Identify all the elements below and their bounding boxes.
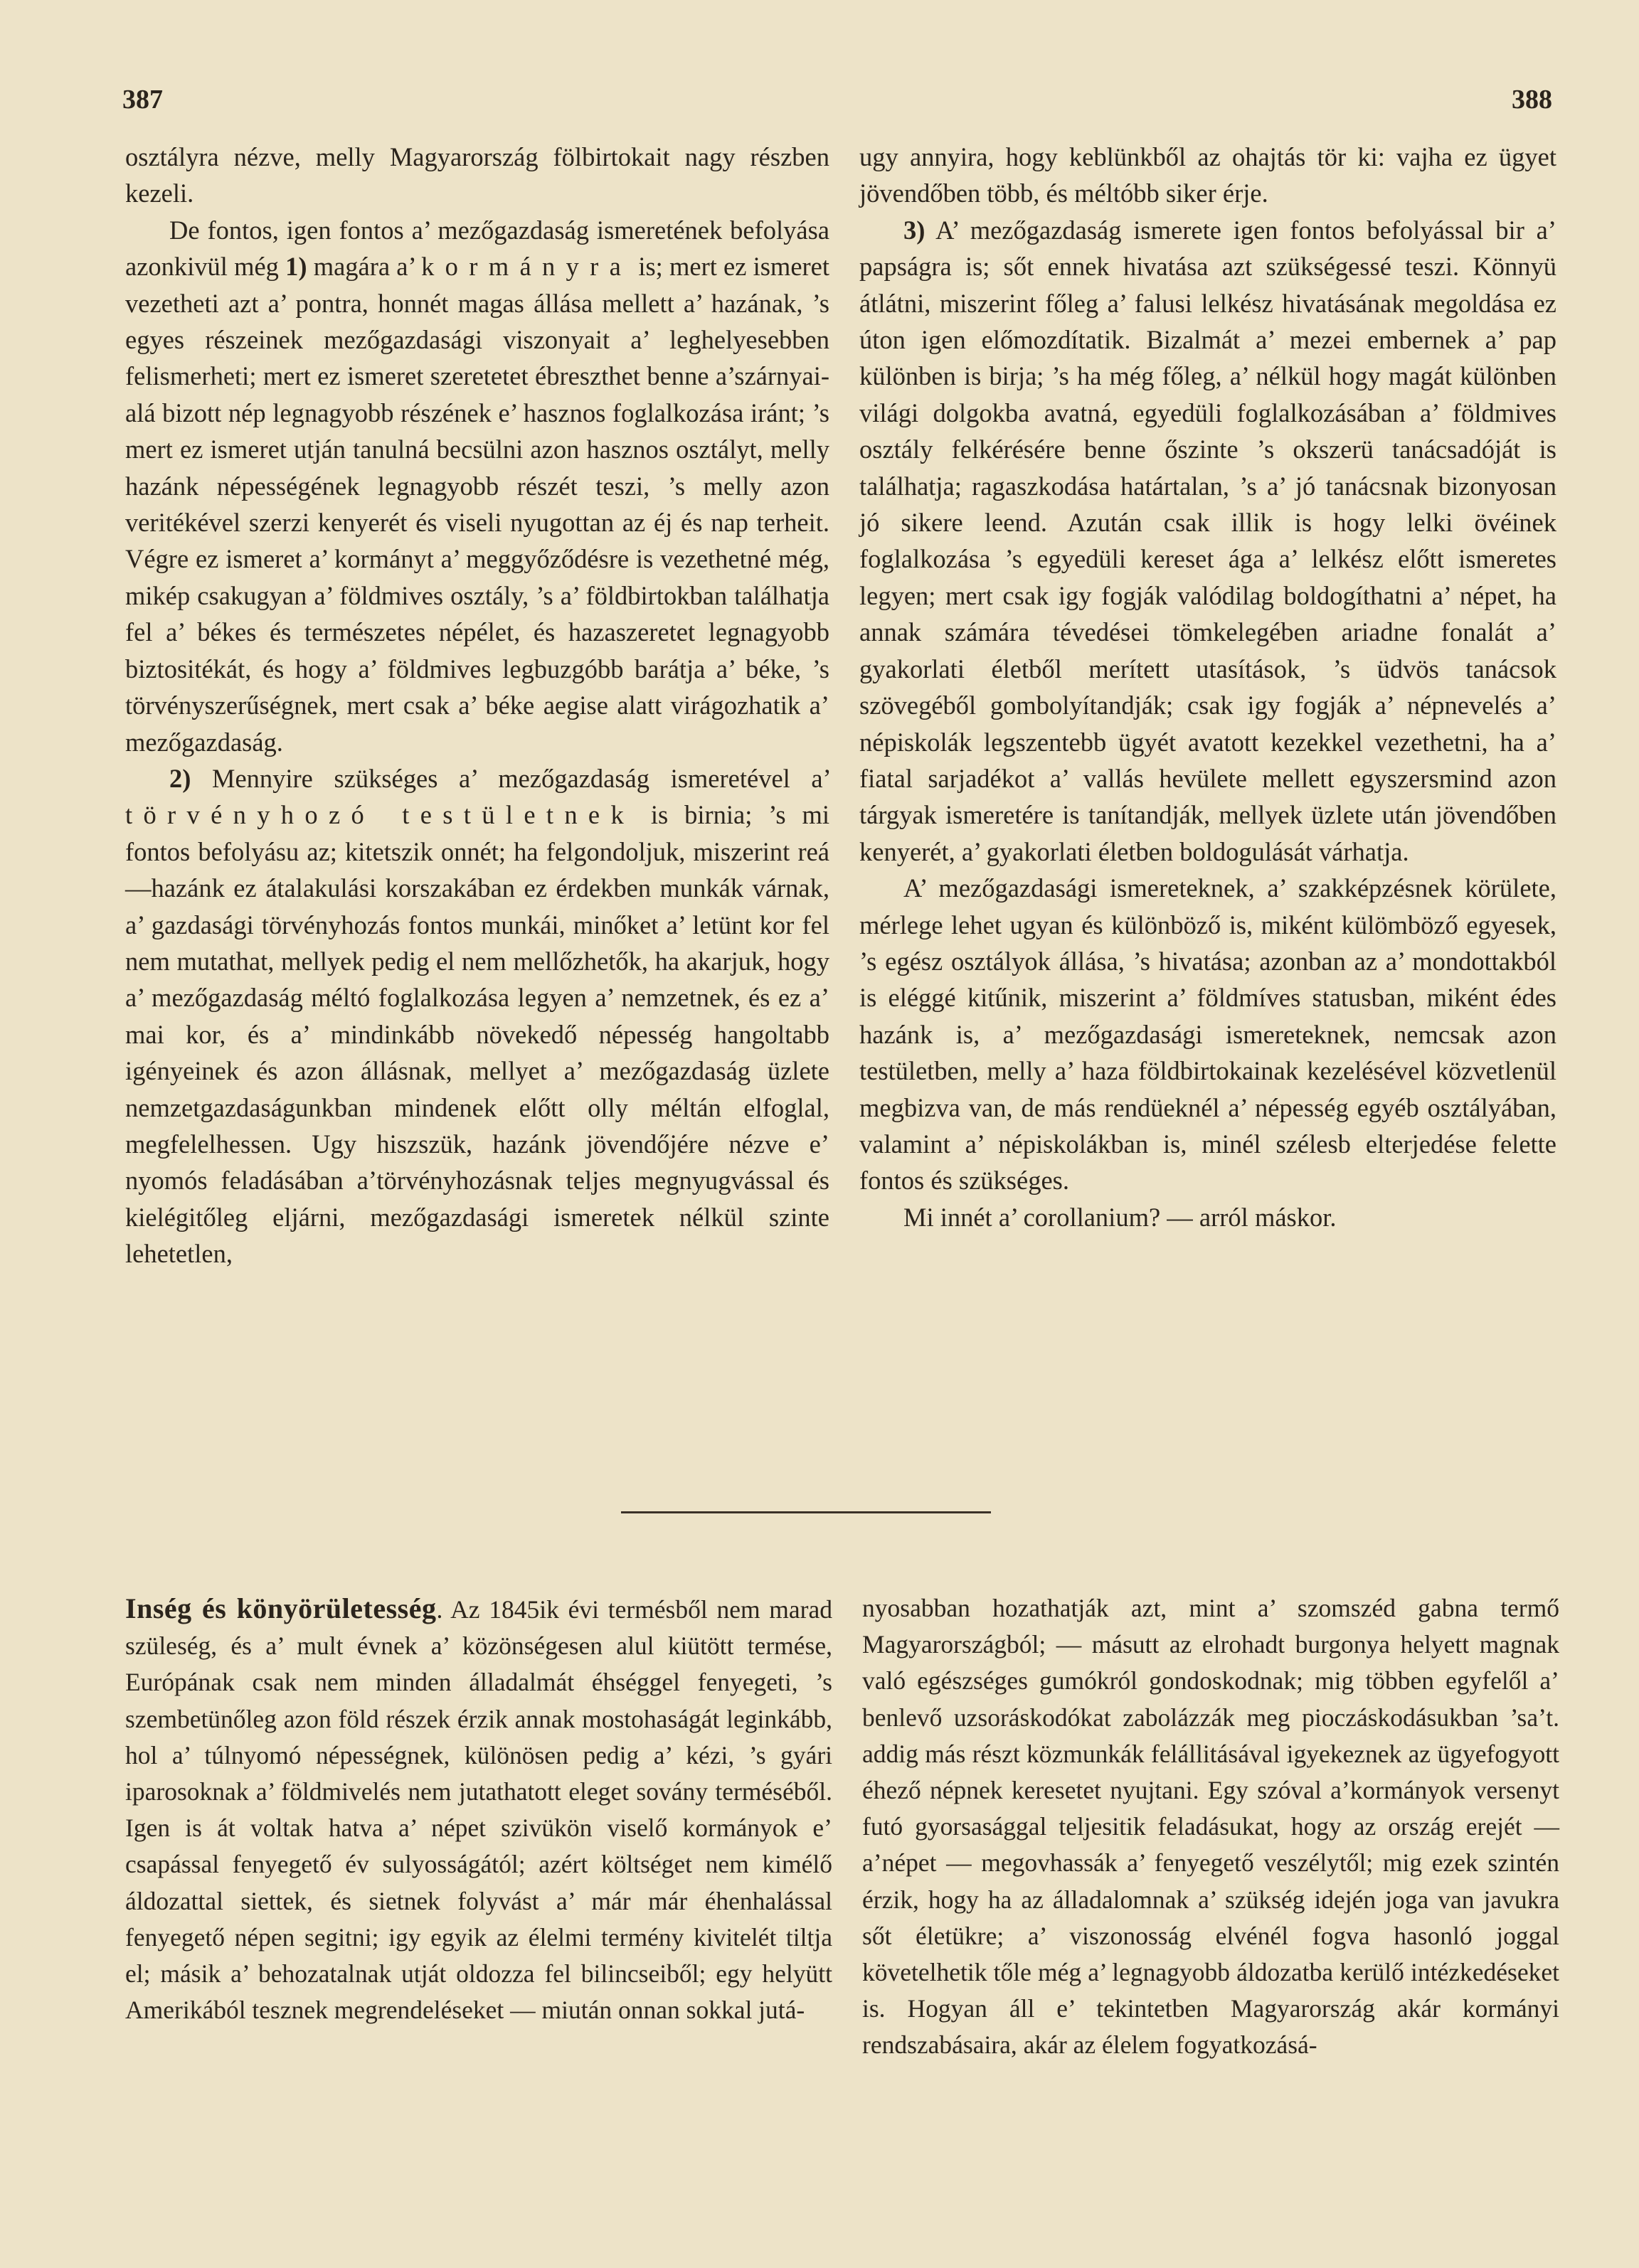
text-run: magára a’ — [313, 252, 415, 282]
page-number-right: 388 — [1512, 85, 1552, 115]
item-number: 1) — [285, 252, 307, 282]
paragraph: ugy annyira, hogy keblünkből az ohajtás tör ki: vajha ez ügyet jövendőben több, és méltóbb siker érje. — [859, 142, 1556, 208]
paragraph — [125, 760, 829, 1272]
text-run: . Az 1845ik évi termésből nem marad szüleség, és a’ mult évnek a’ közönségesen alul kiütött termése, Európának csak nem minden álladalmát éhséggel fenyegeti, ’s szembetünőleg azon föld részek érzik annak mostohaságát leginkább, hol a’ túlnyomó népességnek, különösen pedig a’ kézi, ’s gyári iparosoknak a’ földmivelés nem jutathatott eleget sovány terméséből. Igen is át voltak hatva a’ népet szivükön viselő kormányok e’ csapással fenyegető év sulyosságától; azért költséget nem kimélő áldozattal siettek, és sietnek folyvást a’ már már éhenhalással fenyegető népen segitni; igy egyik az élelmi termény kivitelét tiltja el; másik a’ behozatalnak utját oldozza fel bilincseiből; egy helyütt Amerikából tesznek megrendeléseket — miután onnan sokkal jutá- — [125, 1595, 832, 2025]
column-top-left — [125, 139, 829, 1272]
item-number: 2) — [169, 763, 191, 793]
paragraph — [859, 212, 1556, 870]
article-heading: Inség és könyörületesség — [125, 1592, 437, 1624]
spaced-term: kormányra — [421, 252, 632, 282]
paragraph: nyosabban hozathatják azt, mint a’ szomszéd gabna termő Magyarországból; — másutt az elrohadt burgonya helyett magnak való egészséges gumókról gondoskodnak; mig többen egyfelől a’ benlevő uzsoráskodókat zabolázzák meg pioczáskodásukban ’sa’t. addig más részt közmunkák felállitásával igyekeznek az ügyefogyott éhező népnek keresetet nyujtani. Egy szóval a’kormányok versenyt futó gyorsasággal teljesitik feladásukat, hogy az ország erejét — a’népet — megovhassák a’ fenyegető veszélytől; mig ezek szintén érzik, hogy ha az álladalomnak a’ szükség idején joga van javukra sőt életükre; a’ viszonosság elvénél fogva hasonló joggal követelhetik tőle még a’ legnagyobb áldozatba kerülő intézkedéseket is. Hogyan áll e’ tekintetben Magyarország akár kormányi rendszabásaira, akár az élelem fogyatkozásá- — [862, 1594, 1559, 2060]
paragraph — [125, 212, 829, 760]
paragraph: Mi innét a’ corollanium? — arról máskor. — [903, 1202, 1337, 1232]
column-bottom-right — [862, 1590, 1559, 2064]
spaced-term: törvényhozó testületnek — [125, 800, 635, 830]
text-run: is birnia; ’s mi fontos befolyásu az; kitetszik onnét; ha felgondoljuk, miszerint reá—hazánk ez átalakulási korszakában ez érdekben munkák várnak, a’ gazdasági törvényhozás fontos munkái, minőket a’ letünt kor fel nem mutathat, mellyek pedig el nem mellőzhetők, ha akarjuk, hogy a’ mezőgazdaság méltó foglalkozása legyen a’ nemzetnek, és ez a’ mai kor, és a’ mindinkább növekedő népesség hangoltabb igényeinek és azon állásnak, mellyet a’ mezőgazdaság üzlete nemzetgazdaságunkban mindenek előtt olly méltán elfoglal, megfelelhessen. Ugy hiszszük, hazánk jövendőjére nézve e’ nyomós feladásában a’törvényhozásnak teljes megnyugvással és kielégitőleg eljárni, mezőgazdasági ismeretek nélkül szinte lehetetlen, — [125, 800, 830, 1269]
text-run: Mennyire szükséges a’ mezőgazdaság ismeretével a’ — [211, 763, 830, 793]
column-top-right — [859, 139, 1556, 1235]
paragraph — [125, 1590, 832, 2028]
text-run: De fontos, igen fontos a’ mezőgazdaság ismeretének befolyása azonkivül még — [125, 215, 829, 282]
page-number-left: 387 — [122, 85, 163, 115]
text-run: A’ mezőgazdaság ismerete igen fontos befolyással bir a’ papságra is; sőt ennek hivatása azt szükségessé teszi. Könnyü átlátni, miszerint főleg a’ falusi lelkész hivatásának megoldása ez úton igen előmozdítatik. Bizalmát a’ mezei embernek a’ pap különben is birja; ’s ha még főleg, a’ nélkül hogy magát különben világi dolgokba avatná, egyedüli foglalkozásában a’ földmives osztály felkérésére benne őszinte ’s okszerü tanácsadóját is találhatja; ragaszkodása határtalan, ’s a’ jó tanácsnak bizonyosan jó sikere leend. Azután csak illik is hogy lelki övéinek foglalkozása ’s egyedüli kereset ága a’ lelkész előtt ismeretes legyen; mert csak igy fogják valódilag boldogíthatni a’ népet, ha annak számára tévedései tömkelegében ariadne fonalát a’ gyakorlati életből merített utasítások, ’s üdvös tanácsok szövegéből gombolyítandják; csak igy fogják a’ népnevelés a’ népiskolák legszentebb ügyét avatott kezekkel vezethetni, ha a’ fiatal sarjadékot a’ vallás hevülete mellett egyszersmind azon tárgyak ismeretére is tanítandják, mellyek üzlete után jövendőben kenyerét, a’ gyakorlati életben boldogulását várhatja. — [859, 215, 1556, 866]
text-run: is; mert ez ismeret vezetheti azt a’ pontra, honnét magas állása mellett a’ hazának, ’s egyes részeinek mezőgazdasági viszonyait a’ leghelyesebben felismerheti; mert ez ismeret szeretetet ébreszthet benne a’szárnyai-alá bizott nép legnagyobb részének e’ hasznos foglalkozása iránt; ’s mert ez ismeret utján tanulná becsülni azon hasznos osztályt, melly hazánk népességének legnagyobb részét teszi, ’s melly azon veritékével szerzi kenyerét és viseli nyugottan az éj és nap terheit. Végre ez ismeret a’ kormányt a’ meggyőződésre is vezethetné még, mikép csakugyan a’ földmives osztály, ’s a’ földbirtokban találhatja fel a’ békes és természetes népélet, és hazaszeretet legnagyobb biztositékát, és hogy a’ földmives legbuzgóbb barátja a’ béke, ’s törvényszerűségnek, mert csak a’ béke aegise alatt virágozhatik a’ mezőgazdaság. — [125, 252, 830, 757]
section-divider — [621, 1511, 991, 1513]
item-number: 3) — [903, 215, 925, 245]
paragraph: A’ mezőgazdasági ismereteknek, a’ szakképzésnek körülete, mérlege lehet ugyan és különböző is, miként külömböző egyesek, ’s egész osztályok állása, ’s hivatása; azonban az a’ mondottakból is eléggé kitűnik, miszerint a’ földmíves statusban, miként édes hazánk is, a’ mezőgazdasági ismereteknek, nemcsak azon testületben, melly a’ haza földbirtokainak kezelésével közvetlenül megbizva van, de más rendüeknél a’ népesség egyéb osztályában, valamint a’ népiskolákban is, minél szélesb elterjedése felette fontos és szükséges. — [859, 873, 1556, 1196]
paragraph: osztályra nézve, melly Magyarország fölbirtokait nagy részben kezeli. — [125, 142, 829, 208]
column-bottom-left — [125, 1590, 832, 2028]
